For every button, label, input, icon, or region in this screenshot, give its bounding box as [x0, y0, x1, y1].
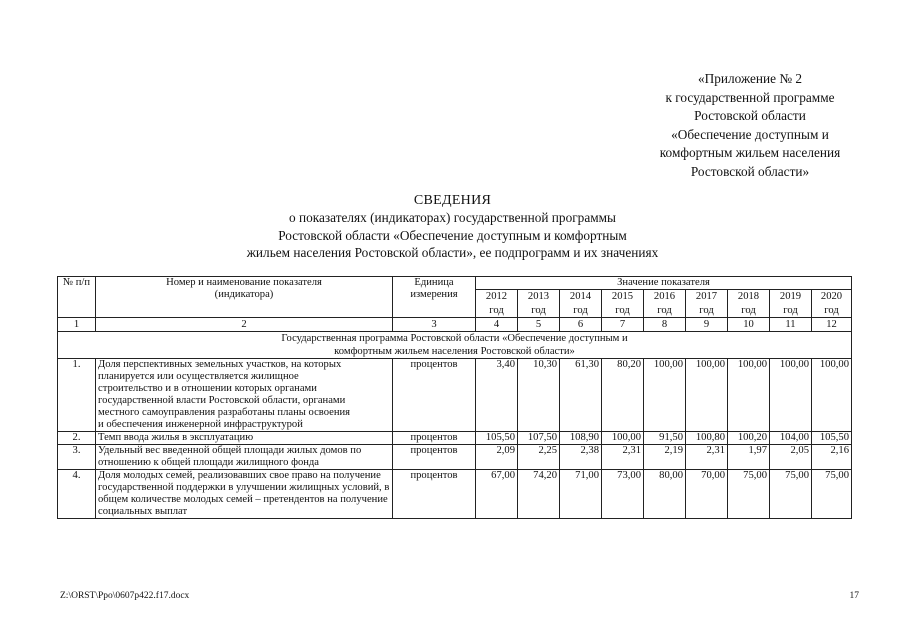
row-num: 3.	[58, 445, 96, 470]
row-value: 10,30	[518, 359, 560, 432]
table-row	[58, 432, 852, 445]
row-value: 75,00	[812, 470, 852, 519]
year-word: год	[657, 304, 672, 316]
row-value: 61,30	[560, 359, 602, 432]
section-row	[58, 332, 852, 359]
row-value: 105,50	[476, 432, 518, 445]
row-value: 100,00	[770, 359, 812, 432]
row-value: 75,00	[728, 470, 770, 519]
row-value: 2,31	[602, 445, 644, 470]
row-value: 2,19	[644, 445, 686, 470]
row-value: 105,50	[812, 432, 852, 445]
heading-line: Ростовской области «Обеспечение доступным и комфортным	[278, 227, 627, 243]
row-value: 2,16	[812, 445, 852, 470]
year-label: 2015	[611, 291, 634, 302]
column-number: 1	[58, 318, 96, 332]
table-row	[58, 470, 852, 519]
year-word: год	[489, 304, 504, 316]
header-values: Значение показателя	[476, 277, 852, 290]
row-unit: процентов	[393, 359, 476, 432]
row-value: 107,50	[518, 432, 560, 445]
document-title: СВЕДЕНИЯ	[413, 193, 492, 208]
column-number: 2	[96, 318, 393, 332]
heading-line: о показателях (индикаторах) государственной программы	[288, 210, 616, 226]
column-number: 11	[770, 318, 812, 332]
heading-line: жильем населения Ростовской области», ее подпрограмм и их значениях	[246, 245, 659, 261]
year-cell	[686, 290, 728, 318]
row-num: 1.	[58, 359, 96, 432]
column-number: 6	[560, 318, 602, 332]
row-value: 2,05	[770, 445, 812, 470]
appendix-line: «Приложение № 2	[698, 71, 802, 86]
file-path: Z:\ORST\Ppo\0607p422.f17.docx	[60, 591, 190, 601]
document-heading	[0, 192, 905, 262]
table-row	[58, 445, 852, 470]
appendix-line: к государственной программе	[665, 89, 835, 105]
row-value: 80,00	[644, 470, 686, 519]
year-cell	[560, 290, 602, 318]
year-cell	[770, 290, 812, 318]
year-word: год	[741, 304, 756, 316]
row-value: 104,00	[770, 432, 812, 445]
row-value: 80,20	[602, 359, 644, 432]
header-name: Номер и наименование показателя (индикатора)	[96, 277, 393, 318]
indicators-table	[57, 276, 852, 519]
row-value: 70,00	[686, 470, 728, 519]
appendix-line: «Обеспечение доступным и	[671, 126, 829, 142]
appendix-note	[600, 70, 900, 182]
year-label: 2020	[820, 291, 843, 302]
row-unit: процентов	[393, 470, 476, 519]
row-value: 100,00	[644, 359, 686, 432]
column-number: 7	[602, 318, 644, 332]
year-label: 2018	[737, 291, 760, 302]
row-value: 3,40	[476, 359, 518, 432]
column-number: 12	[812, 318, 852, 332]
year-label: 2013	[527, 291, 550, 302]
column-number: 5	[518, 318, 560, 332]
header-num: № п/п	[58, 277, 96, 318]
page-number: 17	[849, 591, 859, 601]
row-name: Темп ввода жилья в эксплуатацию	[96, 432, 393, 445]
row-value: 1,97	[728, 445, 770, 470]
row-value: 100,00	[728, 359, 770, 432]
row-value: 74,20	[518, 470, 560, 519]
row-value: 100,00	[602, 432, 644, 445]
appendix-line: Ростовской области»	[690, 163, 810, 179]
year-label: 2012	[485, 291, 508, 302]
row-value: 67,00	[476, 470, 518, 519]
row-value: 100,00	[686, 359, 728, 432]
year-cell	[812, 290, 852, 318]
year-word: год	[573, 304, 588, 316]
year-cell	[728, 290, 770, 318]
row-value: 75,00	[770, 470, 812, 519]
year-label: 2016	[653, 291, 676, 302]
row-unit: процентов	[393, 432, 476, 445]
row-value: 100,00	[812, 359, 852, 432]
header-row	[58, 277, 852, 290]
row-value: 91,50	[644, 432, 686, 445]
section-title: Государственная программа Ростовской области «Обеспечение доступным и комфортным жильем населения Ростовской области»	[58, 332, 852, 359]
year-cell	[644, 290, 686, 318]
appendix-line: комфортным жильем населения	[659, 145, 841, 161]
row-value: 73,00	[602, 470, 644, 519]
year-label: 2014	[569, 291, 592, 302]
column-numbers-row	[58, 318, 852, 332]
year-cell	[476, 290, 518, 318]
year-word: год	[824, 304, 839, 316]
column-number: 10	[728, 318, 770, 332]
year-word: год	[615, 304, 630, 316]
row-value: 2,31	[686, 445, 728, 470]
row-num: 2.	[58, 432, 96, 445]
row-value: 100,80	[686, 432, 728, 445]
year-word: год	[783, 304, 798, 316]
row-name: Доля перспективных земельных участков, на которых планируется или осуществляется жилищное строительство и в отношении которых органами государственной власти Ростовской области, органами местного самоуправления разработаны планы освоения и обеспечения инженерной инфраструктурой	[96, 359, 393, 432]
row-name: Доля молодых семей, реализовавших свое право на получение государственной поддержки в улучшении жилищных условий, в общем количестве молодых семей – претендентов на получение социальных выплат	[96, 470, 393, 519]
year-word: год	[699, 304, 714, 316]
header-unit: Единица измерения	[393, 277, 476, 318]
row-value: 71,00	[560, 470, 602, 519]
column-number: 4	[476, 318, 518, 332]
row-value: 2,38	[560, 445, 602, 470]
year-cell	[518, 290, 560, 318]
row-name: Удельный вес введенной общей площади жилых домов по отношению к общей площади жилищного фонда	[96, 445, 393, 470]
appendix-line: Ростовской области	[694, 108, 806, 124]
column-number: 3	[393, 318, 476, 332]
row-value: 2,09	[476, 445, 518, 470]
row-value: 108,90	[560, 432, 602, 445]
year-cell	[602, 290, 644, 318]
table-row	[58, 359, 852, 432]
row-value: 100,20	[728, 432, 770, 445]
row-num: 4.	[58, 470, 96, 519]
year-label: 2019	[779, 291, 802, 302]
column-number: 9	[686, 318, 728, 332]
year-label: 2017	[695, 291, 718, 302]
column-number: 8	[644, 318, 686, 332]
row-unit: процентов	[393, 445, 476, 470]
row-value: 2,25	[518, 445, 560, 470]
year-word: год	[531, 304, 546, 316]
